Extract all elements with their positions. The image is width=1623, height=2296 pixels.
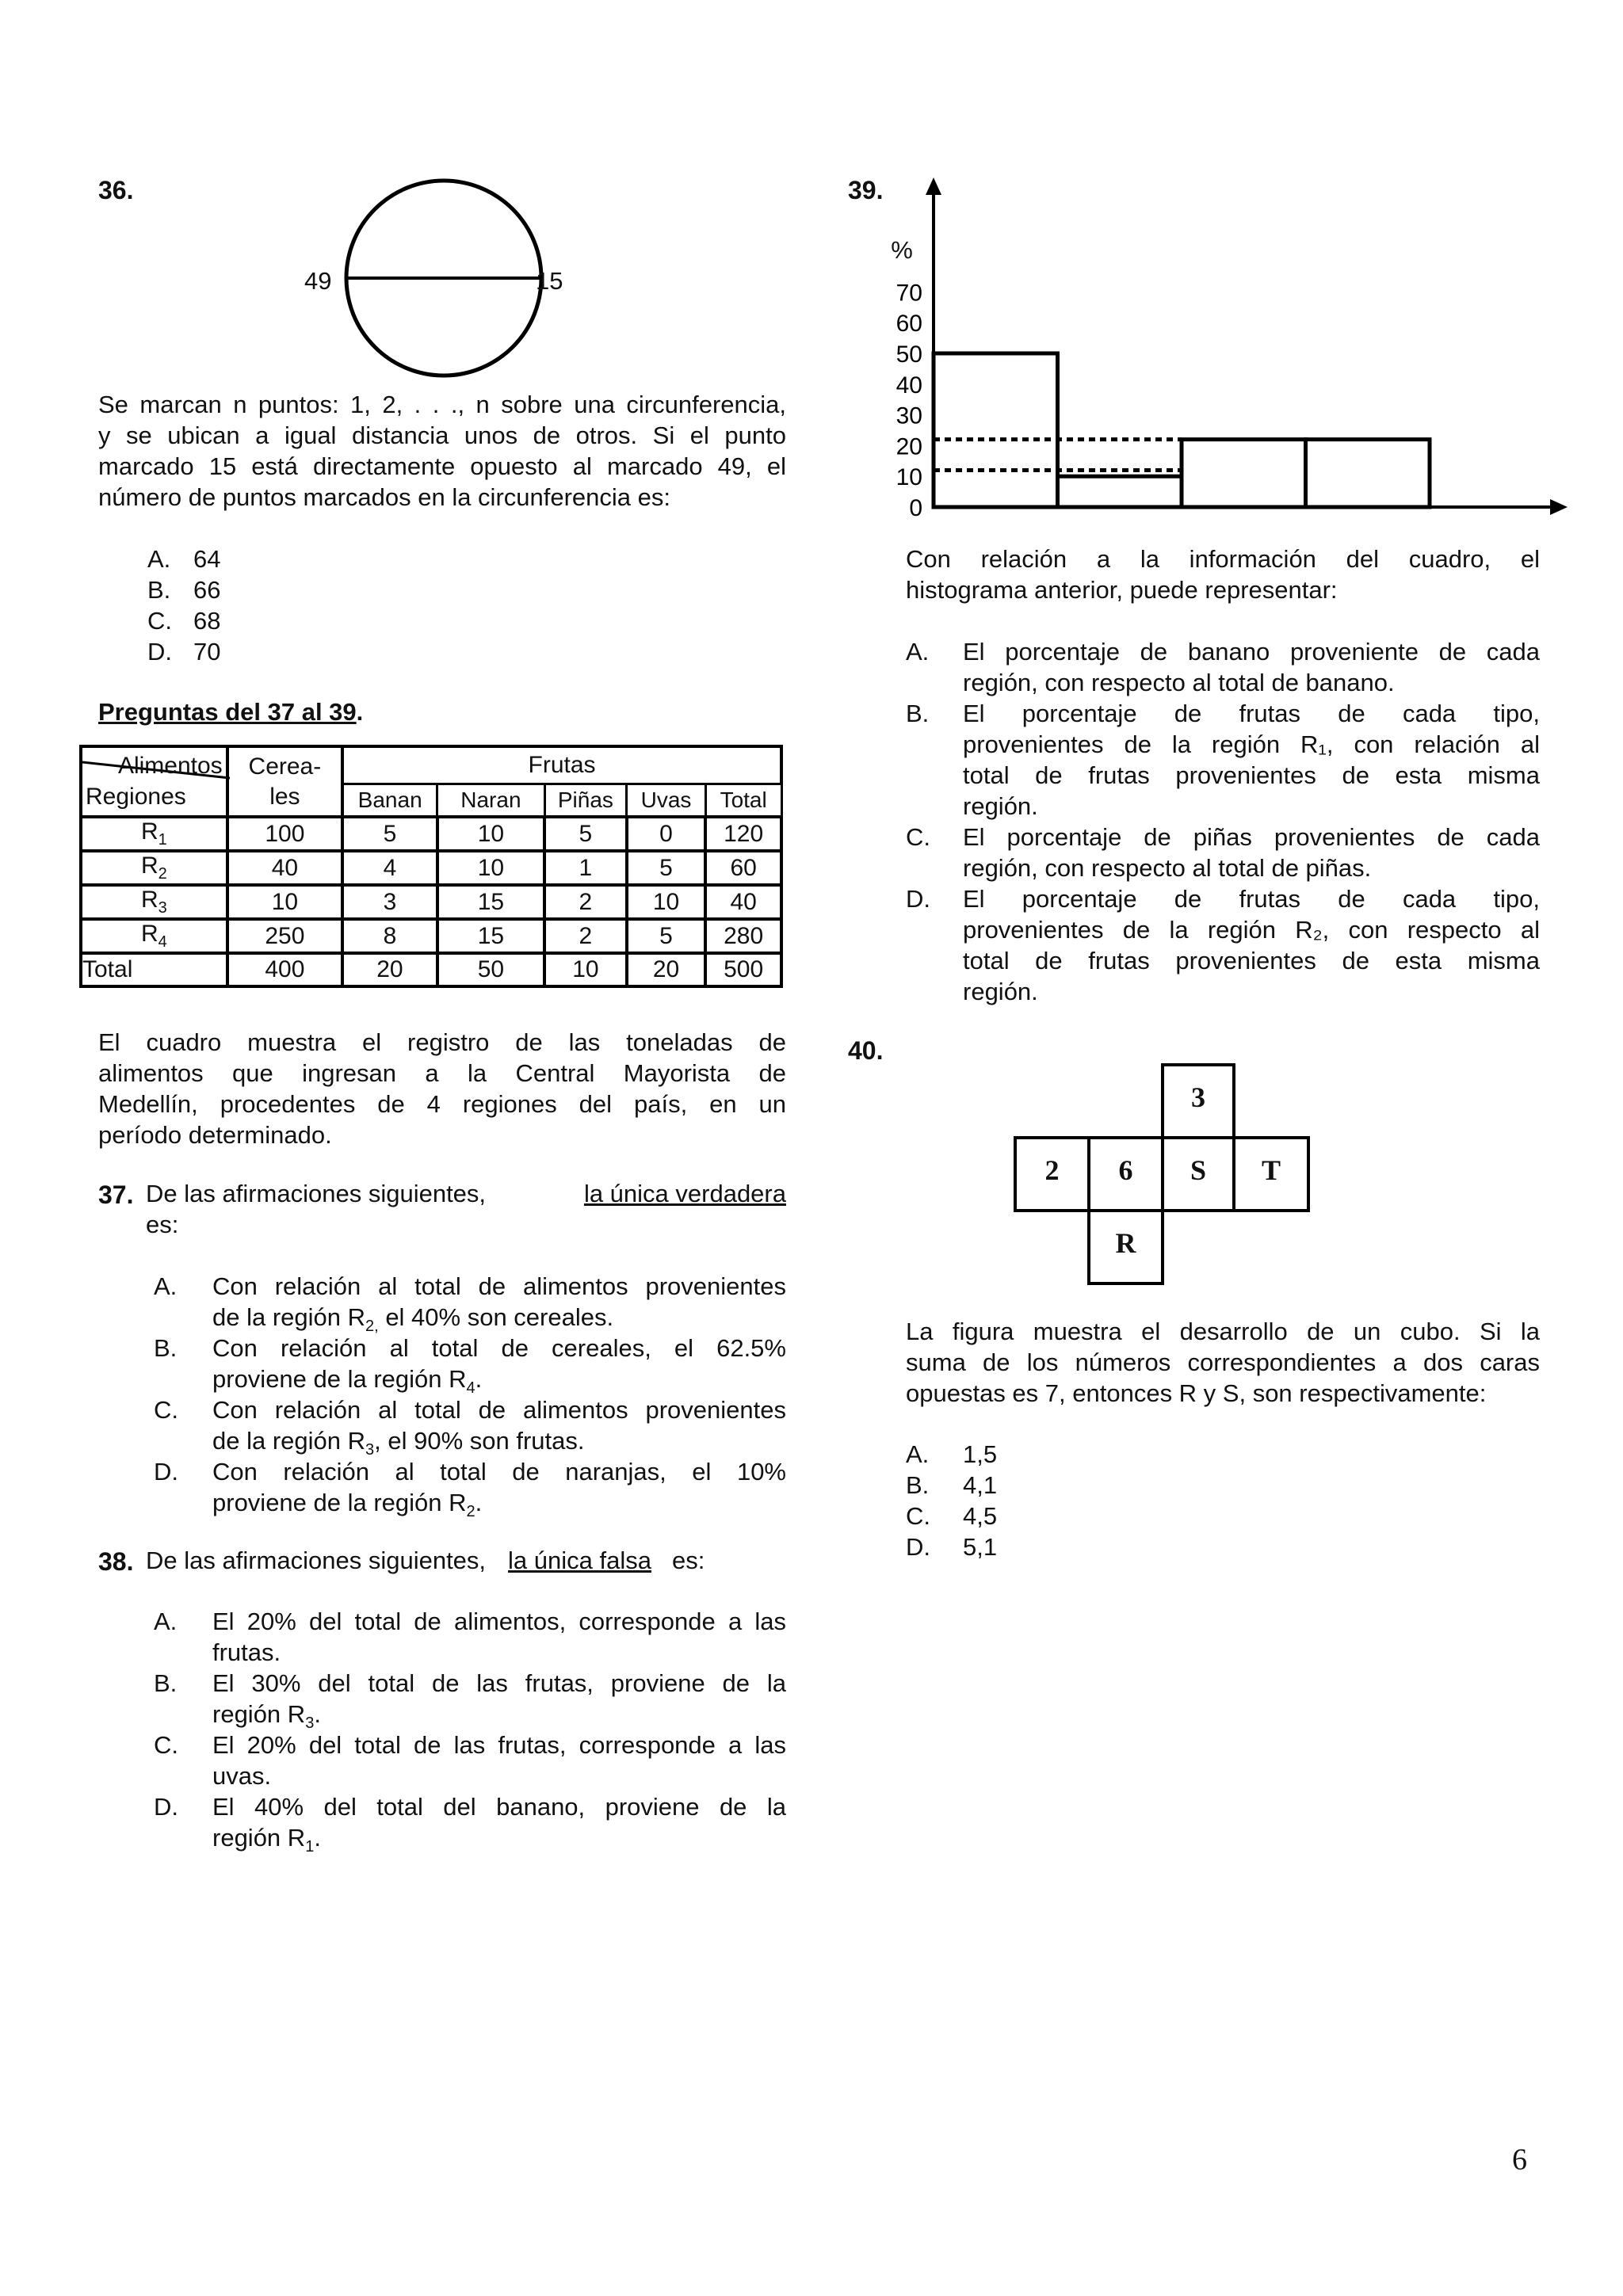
- y-axis-label: %: [891, 236, 913, 264]
- net-label-left2: 6: [1118, 1154, 1133, 1186]
- option-letter: A.: [154, 1272, 178, 1300]
- option-letter: D.: [154, 1458, 178, 1486]
- y-tick-label: 40: [896, 372, 922, 399]
- table-cell: 0: [627, 817, 706, 851]
- q37-stem: [146, 1178, 786, 1240]
- q36-stem-line: número de puntos marcados en la circunferencia es:: [98, 483, 671, 511]
- y-tick-label: 60: [896, 311, 922, 338]
- histogram-bar: [1058, 476, 1182, 507]
- q39-stem-line: Con relación a la información del cuadro, el: [906, 545, 1540, 573]
- table-cell: 50: [437, 953, 544, 986]
- option-line: de la región $R_3$, el 90% son frutas.: [212, 1427, 585, 1459]
- option-letter: C.: [154, 1731, 178, 1759]
- option-letter: A.: [906, 1440, 930, 1468]
- corner-bottom-label: Regiones: [86, 784, 186, 810]
- option-letter: D.: [906, 885, 930, 913]
- row-label: $R_1$: [81, 817, 227, 851]
- point-49-label: 49: [304, 267, 332, 295]
- option-letter: C.: [154, 1396, 178, 1424]
- option-letter: B.: [154, 1334, 178, 1362]
- option-text: 70: [193, 638, 221, 666]
- option-line: frutas.: [212, 1638, 281, 1666]
- frutas-header: Frutas: [342, 746, 781, 784]
- q36-stem-line: Se marcan n puntos: 1, 2, . . ., n sobre una circunferencia,: [98, 391, 786, 418]
- option-line: uvas.: [212, 1762, 272, 1790]
- q37-option-d[interactable]: [154, 1456, 786, 1521]
- option-letter: B.: [154, 1669, 178, 1697]
- option-line: El porcentaje de frutas de cada tipo,: [963, 885, 1540, 913]
- option-letter: C.: [906, 823, 930, 851]
- option-letter: A.: [154, 1608, 178, 1635]
- table-cell: 10: [227, 885, 342, 919]
- table-cell: 15: [437, 919, 544, 953]
- option-letter: C.: [906, 1502, 930, 1530]
- table-cell: 2: [544, 885, 627, 919]
- option-line: proviene de la región $R_4$.: [212, 1365, 483, 1398]
- subheader-cell: Banan: [342, 784, 437, 818]
- q38-option-b[interactable]: [154, 1668, 786, 1733]
- q40-option-a[interactable]: [906, 1439, 1064, 1470]
- option-line: proviene de la región $R_2$.: [212, 1489, 483, 1521]
- q40-stem: [906, 1316, 1540, 1409]
- option-letter: C.: [147, 607, 172, 635]
- q36-option-c[interactable]: [147, 605, 306, 636]
- table-cell: 8: [342, 919, 437, 953]
- y-tick-label: 10: [896, 464, 922, 491]
- cereales-line: les: [269, 783, 300, 810]
- y-axis-arrow: [926, 177, 941, 195]
- option-letter: D.: [147, 638, 172, 666]
- corner-top-label: Alimentos: [117, 753, 223, 779]
- table-row: [81, 885, 781, 919]
- q39-option-c[interactable]: [906, 822, 1540, 883]
- q37-number: 37.: [98, 1180, 134, 1209]
- option-text: 68: [193, 607, 221, 635]
- q38-option-a[interactable]: [154, 1606, 786, 1668]
- caption-line: Medellín, procedentes de 4 regiones del país, en un: [98, 1090, 786, 1118]
- q40-stem-line: suma de los números correspondientes a dos caras: [906, 1348, 1540, 1376]
- table-cell: 5: [342, 817, 437, 851]
- table-row: [81, 817, 781, 851]
- net-label-bottom: R: [1115, 1227, 1136, 1259]
- option-letter: B.: [906, 700, 930, 727]
- option-line: región, con respecto al total de banano.: [963, 669, 1395, 696]
- q40-option-d[interactable]: [906, 1531, 1064, 1562]
- table-cell: 250: [227, 919, 342, 953]
- option-line: región.: [963, 978, 1038, 1005]
- q40-option-b[interactable]: [906, 1470, 1064, 1501]
- table-row: [81, 919, 781, 953]
- q40-stem-line: La figura muestra el desarrollo de un cubo. Si la: [906, 1318, 1540, 1345]
- q38-stem-end: es:: [672, 1547, 705, 1574]
- option-line: El porcentaje de piñas provenientes de cada: [963, 823, 1540, 851]
- option-line: total de frutas provenientes de esta misma: [963, 761, 1540, 789]
- subheader-cell: Uvas: [627, 784, 706, 818]
- option-line: región, con respecto al total de piñas.: [963, 854, 1372, 882]
- q36-option-a[interactable]: [147, 543, 306, 574]
- histogram-bar: [1182, 440, 1306, 507]
- table-cell: 10: [544, 953, 627, 986]
- q36-option-d[interactable]: [147, 636, 306, 667]
- y-tick-label: 0: [909, 495, 922, 521]
- option-text: 64: [193, 545, 221, 573]
- q40-number: 40.: [848, 1036, 884, 1065]
- y-tick-label: 70: [896, 280, 922, 307]
- net-label-left1: 2: [1044, 1154, 1060, 1186]
- row-label: $R_3$: [81, 885, 227, 919]
- x-axis-arrow: [1550, 499, 1568, 515]
- option-line: El 40% del total del banano, proviene de la: [212, 1793, 786, 1821]
- histogram-chart: [872, 174, 1569, 523]
- q39-option-d[interactable]: [906, 883, 1540, 1007]
- table-cell: 10: [627, 885, 706, 919]
- option-letter: D.: [154, 1793, 178, 1821]
- point-15-label: 15: [536, 267, 563, 295]
- y-tick-label: 30: [896, 402, 922, 429]
- q36-stem-line: y se ubican a igual distancia unos de otros. Si el punto: [98, 421, 786, 449]
- option-line: El 20% del total de las frutas, corresponde a las: [212, 1731, 786, 1759]
- q39-stem-line: histograma anterior, puede representar:: [906, 576, 1338, 604]
- q38-option-c[interactable]: [154, 1730, 786, 1791]
- net-label-right: T: [1261, 1154, 1281, 1186]
- caption-line: El cuadro muestra el registro de las toneladas de: [98, 1028, 786, 1056]
- table-cell: 1: [544, 851, 627, 885]
- table-row: [81, 851, 781, 885]
- option-line: región $R_1$.: [212, 1824, 321, 1856]
- q37-option-b[interactable]: [154, 1333, 786, 1398]
- table-cell: 10: [437, 817, 544, 851]
- option-line: provenientes de la región R₂, con respecto al: [963, 916, 1540, 944]
- option-line: El porcentaje de frutas de cada tipo,: [963, 700, 1540, 727]
- group-heading-dot: .: [356, 698, 364, 726]
- table-cell: 2: [544, 919, 627, 953]
- q37-stem-underlined: la única verdadera: [583, 1180, 786, 1207]
- q36-option-b[interactable]: [147, 574, 306, 605]
- option-line: El porcentaje de banano proveniente de cada: [963, 638, 1540, 666]
- option-line: Con relación al total de cereales, el 62.5%: [212, 1334, 786, 1362]
- option-line: Con relación al total de naranjas, el 10%: [212, 1458, 786, 1486]
- q38-stem: [146, 1545, 705, 1576]
- q38-option-d[interactable]: [154, 1791, 786, 1856]
- table-cell: 5: [627, 851, 706, 885]
- subheader-cell: Naran: [437, 784, 544, 818]
- table-cell: 280: [705, 919, 781, 953]
- q36-stem: [98, 389, 786, 513]
- q38-number: 38.: [98, 1547, 134, 1576]
- table-total-row: [81, 953, 781, 986]
- option-line: de la región $R_{2,}$ el 40% son cereales.: [212, 1303, 614, 1336]
- subheader-cell: Total: [705, 784, 781, 818]
- option-line: El 30% del total de las frutas, proviene de la: [212, 1669, 786, 1697]
- option-letter: B.: [906, 1471, 930, 1499]
- option-letter: A.: [906, 638, 930, 666]
- q39-number: 39.: [848, 176, 884, 204]
- y-tick-label: 50: [896, 341, 922, 368]
- q39-option-a[interactable]: [906, 636, 1540, 698]
- q37-option-a[interactable]: [154, 1271, 786, 1336]
- table-caption: [98, 1027, 786, 1150]
- table-cell: 3: [342, 885, 437, 919]
- histogram-bar: [934, 353, 1058, 507]
- q37-option-c[interactable]: [154, 1394, 786, 1459]
- option-letter: D.: [906, 1533, 930, 1561]
- q36-number: 36.: [98, 176, 134, 204]
- option-text: 4,5: [963, 1502, 998, 1530]
- table-cell: 60: [705, 851, 781, 885]
- option-letter: A.: [147, 545, 171, 573]
- table-cell: 120: [705, 817, 781, 851]
- q40-stem-line: opuestas es 7, entonces R y S, son respectivamente:: [906, 1379, 1487, 1407]
- table-cell: 20: [342, 953, 437, 986]
- option-text: 1,5: [963, 1440, 998, 1468]
- table-cell: 500: [705, 953, 781, 986]
- q37-stem-end: es:: [146, 1211, 179, 1238]
- row-label: Total: [81, 953, 227, 986]
- caption-line: alimentos que ingresan a la Central Mayorista de: [98, 1059, 786, 1087]
- q38-stem-underlined: la única falsa: [508, 1547, 651, 1574]
- q39-option-b[interactable]: [906, 698, 1540, 822]
- table-cell: 5: [544, 817, 627, 851]
- option-text: 5,1: [963, 1533, 998, 1561]
- page-number: 6: [1512, 2143, 1527, 2176]
- row-label: $R_2$: [81, 851, 227, 885]
- q38-stem-text: De las afirmaciones siguientes,: [146, 1547, 487, 1574]
- caption-line: período determinado.: [98, 1121, 332, 1149]
- q40-option-c[interactable]: [906, 1501, 1064, 1531]
- table-cell: 100: [227, 817, 342, 851]
- option-line: región $R_3$.: [212, 1700, 321, 1733]
- row-label: $R_4$: [81, 919, 227, 953]
- option-line: región.: [963, 792, 1038, 820]
- table-cell: 20: [627, 953, 706, 986]
- cereales-line: Cerea-: [248, 753, 322, 780]
- group-heading: [98, 696, 363, 727]
- cereales-header: [227, 746, 342, 817]
- option-line: provenientes de la región R₁, con relación al: [963, 730, 1540, 758]
- option-letter: B.: [147, 576, 171, 604]
- q39-stem: [906, 543, 1540, 605]
- food-table: [79, 745, 783, 988]
- table-cell: 40: [705, 885, 781, 919]
- option-text: 66: [193, 576, 221, 604]
- option-text: 4,1: [963, 1471, 998, 1499]
- net-label-center: S: [1190, 1154, 1207, 1186]
- option-line: El 20% del total de alimentos, corresponde a las: [212, 1608, 786, 1635]
- net-label-top: 3: [1191, 1081, 1205, 1113]
- corner-cell: [81, 746, 227, 817]
- option-line: total de frutas provenientes de esta misma: [963, 947, 1540, 974]
- table-cell: 15: [437, 885, 544, 919]
- table-cell: 400: [227, 953, 342, 986]
- histogram-bar: [1306, 440, 1430, 507]
- table-cell: 40: [227, 851, 342, 885]
- y-tick-label: 20: [896, 433, 922, 460]
- option-line: Con relación al total de alimentos provenientes: [212, 1396, 786, 1424]
- group-heading-text: Preguntas del 37 al 39: [98, 698, 357, 726]
- option-line: Con relación al total de alimentos provenientes: [212, 1272, 786, 1300]
- table-cell: 10: [437, 851, 544, 885]
- table-cell: 4: [342, 851, 437, 885]
- q36-stem-line: marcado 15 está directamente opuesto al marcado 49, el: [98, 452, 786, 480]
- subheader-cell: Piñas: [544, 784, 627, 818]
- q37-stem-text: De las afirmaciones siguientes,: [146, 1180, 487, 1207]
- table-cell: 5: [627, 919, 706, 953]
